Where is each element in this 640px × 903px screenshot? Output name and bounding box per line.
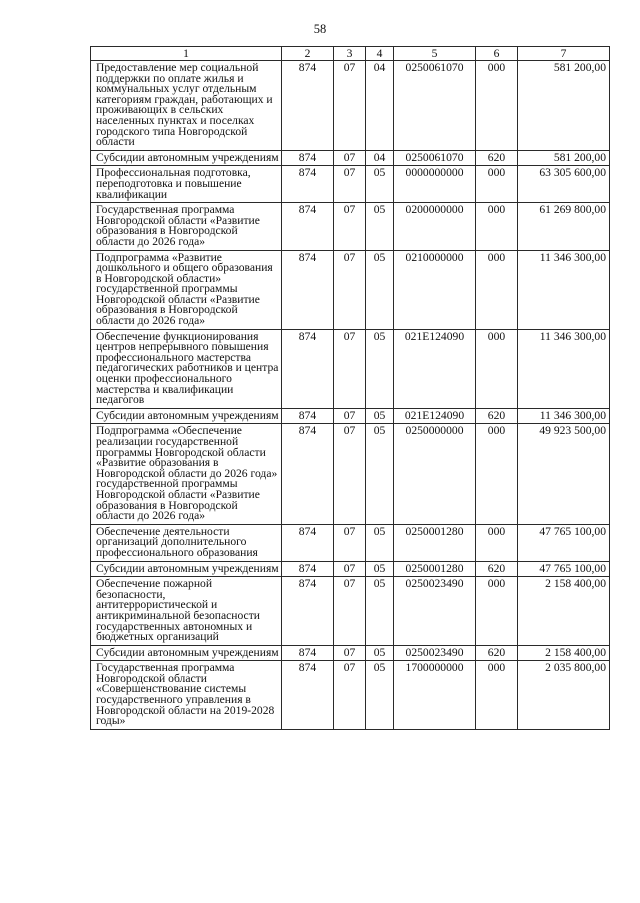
subsection-code: 04 [366,150,394,166]
expense-name: Обеспечение функционирования центров непрерывного повышения профессионального мастерства педагогических работников и центра оценки профессионального мастерства и квалификации педагогов [91,329,282,408]
table-row [91,166,610,203]
section-code: 07 [334,61,366,151]
expense-name: Подпрограмма «Развитие дошкольного и общего образования в Новгородской области» государственной программы Новгородской области «Развитие образования в Новгородской области до 2026 года» [91,250,282,329]
section-code: 07 [334,561,366,577]
amount: 2 158 400,00 [518,577,610,646]
page-number: 58 [313,22,327,36]
expense-name: Обеспечение деятельности организаций дополнительного профессионального образования [91,524,282,561]
column-header: 4 [366,47,394,61]
subsection-code: 05 [366,424,394,524]
subsection-code: 05 [366,250,394,329]
expense-type-code: 000 [476,166,518,203]
target-code: 0250001280 [394,561,476,577]
subsection-code: 05 [366,577,394,646]
column-header: 5 [394,47,476,61]
table-row [91,329,610,408]
target-code: 021E124090 [394,408,476,424]
target-code: 0000000000 [394,166,476,203]
column-number-row [91,47,610,61]
expense-type-code: 000 [476,203,518,250]
subsection-code: 05 [366,561,394,577]
expense-type-code: 620 [476,561,518,577]
expense-name: Государственная программа Новгородской области «Совершенствование системы государственного управления в Новгородской области на 2019-2028 годы» [91,661,282,730]
column-header: 2 [282,47,334,61]
section-code: 07 [334,424,366,524]
target-code: 0210000000 [394,250,476,329]
subsection-code: 05 [366,661,394,730]
subsection-code: 05 [366,329,394,408]
expense-type-code: 000 [476,577,518,646]
amount: 2 158 400,00 [518,645,610,661]
table-row [91,577,610,646]
column-header: 7 [518,47,610,61]
expense-name: Субсидии автономным учреждениям [91,150,282,166]
expense-type-code: 620 [476,150,518,166]
expense-name: Субсидии автономным учреждениям [91,645,282,661]
ministry-code: 874 [282,150,334,166]
section-code: 07 [334,250,366,329]
expense-type-code: 000 [476,61,518,151]
target-code: 0250061070 [394,150,476,166]
expense-type-code: 620 [476,645,518,661]
expense-name: Субсидии автономным учреждениям [91,561,282,577]
expense-name: Государственная программа Новгородской области «Развитие образования в Новгородской области до 2026 года» [91,203,282,250]
table-row [91,424,610,524]
column-header: 1 [91,47,282,61]
section-code: 07 [334,329,366,408]
table-row [91,661,610,730]
ministry-code: 874 [282,250,334,329]
ministry-code: 874 [282,524,334,561]
section-code: 07 [334,524,366,561]
section-code: 07 [334,577,366,646]
amount: 49 923 500,00 [518,424,610,524]
amount: 11 346 300,00 [518,408,610,424]
amount: 47 765 100,00 [518,524,610,561]
ministry-code: 874 [282,166,334,203]
amount: 11 346 300,00 [518,329,610,408]
target-code: 0250061070 [394,61,476,151]
table-row [91,561,610,577]
expense-name: Субсидии автономным учреждениям [91,408,282,424]
expense-name: Предоставление мер социальной поддержки по оплате жилья и коммунальных услуг отдельным категориям граждан, работающих и проживающих в сельских населенных пунктах и поселках городского типа Новгородской области [91,61,282,151]
ministry-code: 874 [282,645,334,661]
target-code: 0250001280 [394,524,476,561]
amount: 61 269 800,00 [518,203,610,250]
target-code: 0250023490 [394,645,476,661]
subsection-code: 05 [366,166,394,203]
subsection-code: 05 [366,524,394,561]
target-code: 0250023490 [394,577,476,646]
section-code: 07 [334,408,366,424]
target-code: 0200000000 [394,203,476,250]
section-code: 07 [334,150,366,166]
ministry-code: 874 [282,203,334,250]
table-row [91,203,610,250]
section-code: 07 [334,203,366,250]
table-row [91,645,610,661]
expense-type-code: 000 [476,661,518,730]
column-header: 3 [334,47,366,61]
expense-name: Профессиональная подготовка, переподготовка и повышение квалификации [91,166,282,203]
expense-name: Обеспечение пожарной безопасности, антитеррористической и антикриминальной безопасности государственных автономных и бюджетных организаций [91,577,282,646]
amount: 581 200,00 [518,150,610,166]
ministry-code: 874 [282,577,334,646]
table-row [91,250,610,329]
section-code: 07 [334,661,366,730]
table-row [91,61,610,151]
ministry-code: 874 [282,61,334,151]
section-code: 07 [334,166,366,203]
expense-type-code: 000 [476,329,518,408]
table-row [91,408,610,424]
amount: 581 200,00 [518,61,610,151]
subsection-code: 05 [366,645,394,661]
subsection-code: 05 [366,408,394,424]
target-code: 021E124090 [394,329,476,408]
target-code: 0250000000 [394,424,476,524]
amount: 63 305 600,00 [518,166,610,203]
subsection-code: 05 [366,203,394,250]
ministry-code: 874 [282,408,334,424]
expense-type-code: 000 [476,524,518,561]
target-code: 1700000000 [394,661,476,730]
amount: 2 035 800,00 [518,661,610,730]
expense-type-code: 620 [476,408,518,424]
ministry-code: 874 [282,661,334,730]
column-header: 6 [476,47,518,61]
expense-type-code: 000 [476,250,518,329]
table-row [91,150,610,166]
budget-table [90,46,610,730]
ministry-code: 874 [282,561,334,577]
expense-name: Подпрограмма «Обеспечение реализации государственной программы Новгородской области «Развитие образования в Новгородской области до 2026 года» государственной программы Новгородской области «Развитие образования в Новгородской области до 2026 года» [91,424,282,524]
amount: 47 765 100,00 [518,561,610,577]
amount: 11 346 300,00 [518,250,610,329]
subsection-code: 04 [366,61,394,151]
table-row [91,524,610,561]
section-code: 07 [334,645,366,661]
expense-type-code: 000 [476,424,518,524]
ministry-code: 874 [282,329,334,408]
ministry-code: 874 [282,424,334,524]
